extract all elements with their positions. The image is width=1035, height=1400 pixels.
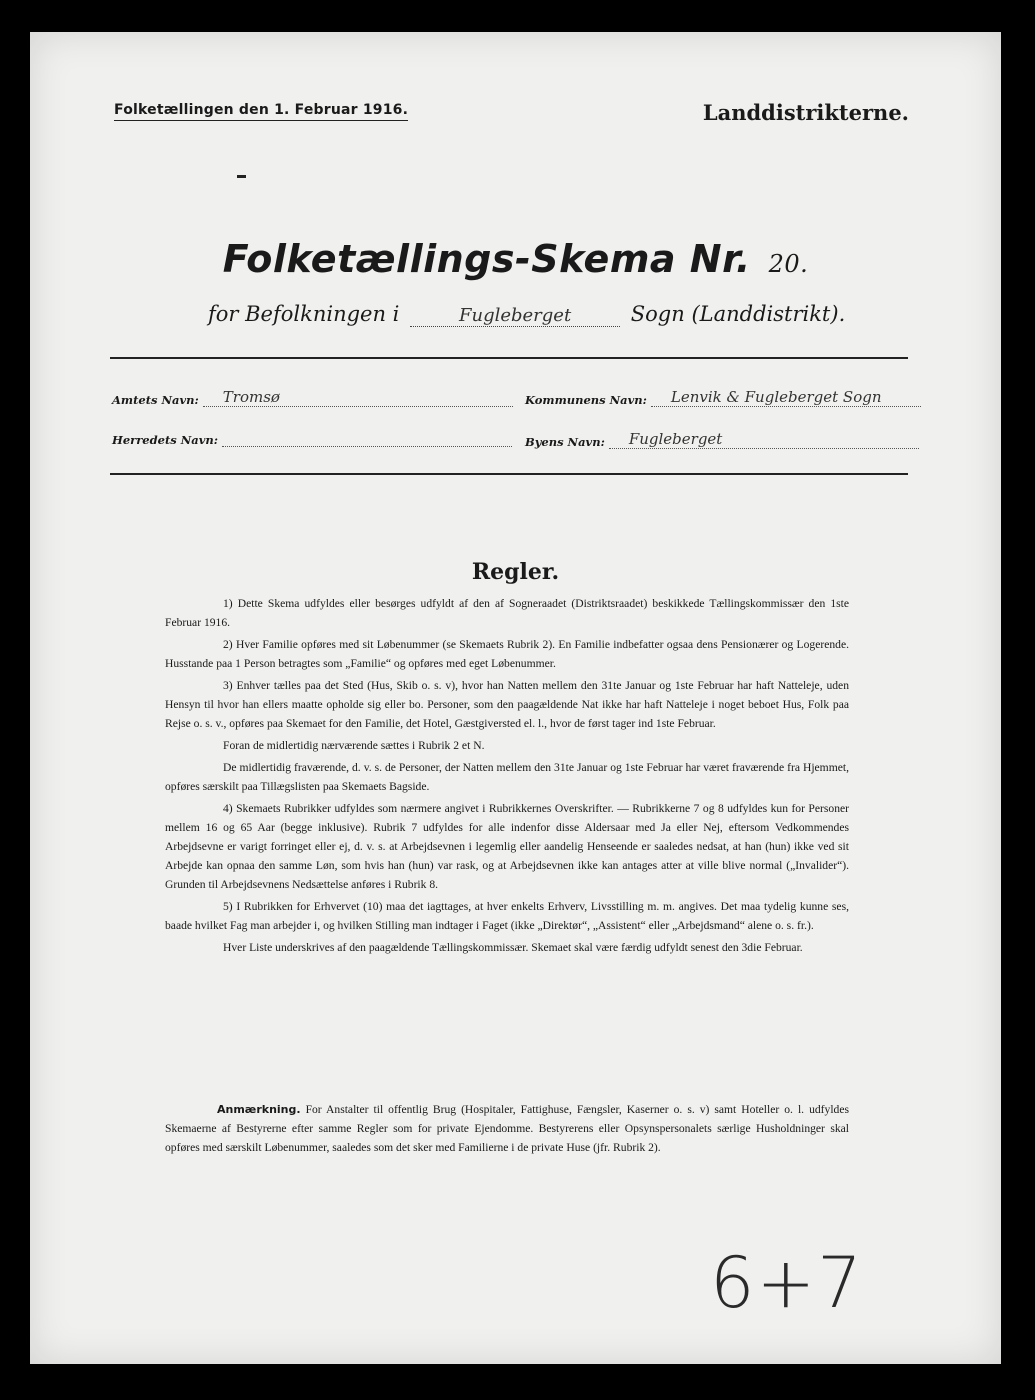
subtitle-suffix: Sogn (Landdistrikt). bbox=[630, 302, 846, 326]
kommune-label: Kommunens Navn: bbox=[525, 393, 647, 407]
kommune-value: Lenvik & Fugleberget Sogn bbox=[651, 388, 921, 407]
form-title bbox=[30, 237, 1001, 281]
herred-field bbox=[112, 430, 512, 447]
ink-mark bbox=[237, 175, 246, 178]
divider-bottom bbox=[110, 473, 908, 475]
form-subtitle bbox=[208, 302, 845, 327]
census-form-sheet bbox=[30, 32, 1001, 1364]
parish-name: Fugleberget bbox=[410, 305, 620, 327]
form-title-text: Folketællings-Skema Nr. bbox=[222, 237, 751, 281]
rule-1: 1) Dette Skema udfyldes eller besørges udfyldt af den af Sogneraadet (Distriktsraadet) beskikkede Tællingskommissær den 1ste Februar 1916. bbox=[165, 597, 849, 629]
kommune-field bbox=[525, 388, 921, 407]
by-label: Byens Navn: bbox=[525, 435, 605, 449]
rule-3: 3) Enhver tælles paa det Sted (Hus, Skib o. s. v), hvor han Natten mellem den 31te Januar og 1ste Februar har haft Natteleje, uden Hensyn til hvor han ellers maatte opholde sig eller bo. Personer, som den paagældende Nat ikke har haft Natteleje i noget beboet Hus, Folk paa Rejse o. s. v., opføres paa Skemaet for den Familie, det Hotel, Gæstgiversted el. l., hvor de først tager ind 1ste Februar. bbox=[165, 679, 849, 730]
rule-2: 2) Hver Familie opføres med sit Løbenummer (se Skemaets Rubrik 2). En Familie indbefatter ogsaa dens Pensionærer og Logerende. Husstande paa 1 Person betragtes som „Familie“ og opføres med eget Løbenummer. bbox=[165, 638, 849, 670]
rules-text bbox=[165, 594, 849, 960]
amt-field bbox=[112, 388, 513, 407]
rule-3-temporary-absent: De midlertidig fraværende, d. v. s. de Personer, der Natten mellem den 31te Januar og 1ste Februar har været fraværende fra Hjemmet, opføres særskilt paa Tillægslisten paa Skemaets Bagside. bbox=[165, 761, 849, 793]
remark-label: Anmærkning. bbox=[217, 1103, 301, 1116]
census-date-header: Folketællingen den 1. Februar 1916. bbox=[114, 102, 408, 121]
herred-label: Herredets Navn: bbox=[112, 433, 219, 447]
rule-5: 5) I Rubrikken for Erhvervet (10) maa det iagttages, at hver enkelts Erhverv, Livsstilling m. m. angives. Det maa tydelig kunne ses, baade hvilket Fag man arbejder i, og hvilken Stilling man indtager i Faget (ikke „Direktør“, „Assistent“ eller „Arbejdsmand“ alene o. s. fr.). bbox=[165, 900, 849, 932]
rule-signature: Hver Liste underskrives af den paagældende Tællingskommissær. Skemaet skal være færdig udfyldt senest den 3die Februar. bbox=[223, 941, 803, 954]
by-value: Fugleberget bbox=[609, 430, 919, 449]
by-field bbox=[525, 430, 919, 449]
subtitle-prefix: for Befolkningen i bbox=[208, 302, 400, 326]
herred-value bbox=[222, 430, 512, 447]
handwritten-page-number: 6+7 bbox=[710, 1242, 864, 1324]
amt-label: Amtets Navn: bbox=[112, 393, 199, 407]
remark-paragraph bbox=[165, 1100, 849, 1157]
form-number: 20. bbox=[768, 250, 809, 278]
rule-4: 4) Skemaets Rubrikker udfyldes som nærmere angivet i Rubrikkernes Overskrifter. — Rubrikkerne 7 og 8 udfyldes kun for Personer mellem 16 og 65 Aar (begge inklusive). Rubrik 7 udfyldes for alle indenfor disse Aldersaar med Ja eller Nej, eftersom Vedkommendes Arbejdsevne er varigt forringet eller ej, d. v. s. at Arbejdsevnen i legemlig eller aandelig Henseende er saaledes nedsat, at han (hun) ikke ved sit Arbejde kan opnaa den samme Løn, som hvis han (hun) var rask, og at Arbejdsevnen ikke kan antages atter at ville blive normal („Invalider“). Grunden til Arbejdsevnens Nedsættelse anføres i Rubrik 8. bbox=[165, 802, 849, 891]
district-type-header: Landdistrikterne. bbox=[702, 100, 909, 125]
rule-3-temporary-present: Foran de midlertidig nærværende sættes i Rubrik 2 et N. bbox=[223, 739, 485, 752]
divider-top bbox=[110, 357, 908, 359]
remark-text: For Anstalter til offentlig Brug (Hospitaler, Fattighuse, Fængsler, Kaserner o. s. v) samt Hoteller o. l. udfyldes Skemaerne af Bestyrerne efter samme Regler som for private Ejendomme. Bestyrerens eller Opsynspersonalets særlige Husholdninger skal opføres med særskilt Løbenummer, saaledes som det sker med Familierne i de private Huse (jfr. Rubrik 2). bbox=[165, 1103, 849, 1154]
amt-value: Tromsø bbox=[203, 388, 513, 407]
rules-heading: Regler. bbox=[471, 559, 560, 585]
